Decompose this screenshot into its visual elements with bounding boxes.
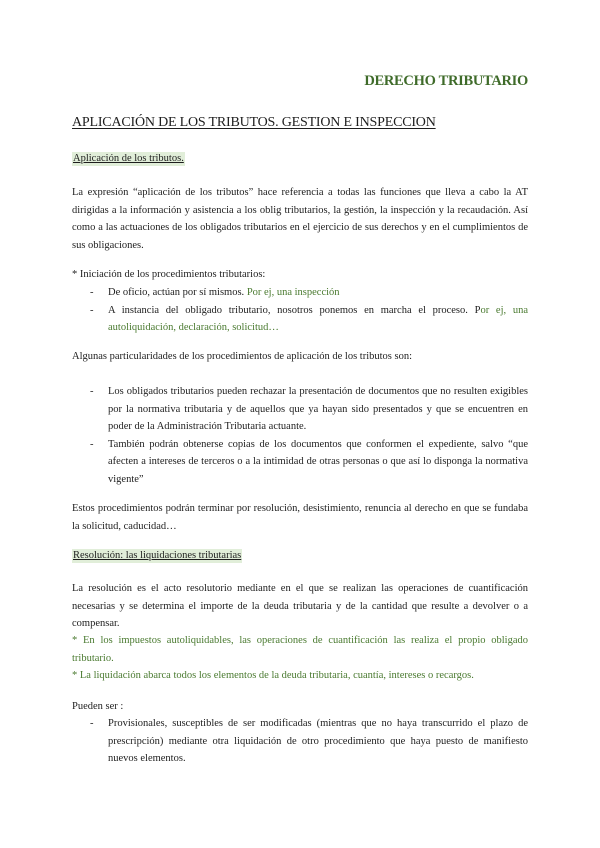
list-item: [90, 284, 528, 302]
section-heading-aplicacion: Aplicación de los tributos.: [73, 153, 184, 164]
note-liquidacion: * La liquidación abarca todos los elementos de la deuda tributaria, cuantía, intereses o recargos.: [72, 670, 474, 681]
particularities-list: [90, 383, 528, 489]
list-item: - También podrán obtenerse copias de los documentos que conformen el expediente, salvo “que afecten a intereses de terceros o a la intimidad de otras personas o que así lo disponga la normativa vigente”: [90, 436, 528, 489]
intro-paragraph: La expresión “aplicación de los tributos” hace referencia a todas las funciones que lleva a cabo la AT dirigidas a la información y asistencia a los oblig tributarios, la gestión, la inspección y la recaudación. Así como a las actuaciones de los obligados tributarios en el ejercicio de sus derechos y en el cumplimientos de sus obligaciones.: [72, 187, 528, 251]
termination-paragraph: Estos procedimientos podrán terminar por resolución, desistimiento, renuncia al derecho en que se fundaba la solicitud, caducidad…: [72, 503, 528, 532]
resolution-definition: La resolución es el acto resolutorio mediante en el que se realizan las operaciones de cuantificación necesarias y se determina el importe de la deuda tributaria y de la cantidad que resulte a devolver o a compensar.: [72, 583, 528, 630]
list-item: - Provisionales, susceptibles de ser modificadas (mientras que no haya transcurrido el plazo de prescripción) mediante otra liquidación de otro procedimiento que haya puesto de manifiesto nuevos elementos.: [90, 715, 528, 768]
list-item: [90, 302, 528, 337]
document-title: DERECHO TRIBUTARIO: [364, 73, 528, 89]
particularities-label: Algunas particularidades de los procedimientos de aplicación de los tributos son:: [72, 351, 412, 362]
initiation-label: * Iniciación de los procedimientos tributarios:: [72, 269, 266, 280]
types-label: Pueden ser :: [72, 701, 124, 712]
initiation-list: [90, 284, 528, 337]
main-heading: APLICACIÓN DE LOS TRIBUTOS. GESTION E INSPECCION: [72, 115, 436, 130]
list-item-text: De oficio, actúan por sí mismos.: [108, 287, 247, 298]
note-autoliquidables: * En los impuestos autoliquidables, las operaciones de cuantificación las realiza el propio obligado tributario.: [72, 635, 528, 664]
list-item-example: Por ej, una inspección: [246, 287, 340, 298]
list-item-example: or ej, una autoliquidación, declaración, solicitud…: [108, 304, 528, 334]
section-heading-resolucion: Resolución: las liquidaciones tributarias: [73, 550, 242, 561]
list-item: - Los obligados tributarios pueden rechazar la presentación de documentos que no resulten exigibles por la normativa tributaria y de aquellos que ya hayan sido presentados y que se encuentren en poder de la Administración Tributaria actuante.: [90, 383, 528, 436]
types-list: [90, 715, 528, 768]
list-item-text: A instancia del obligado tributario, nosotros ponemos en marcha el proceso. P: [108, 304, 481, 316]
